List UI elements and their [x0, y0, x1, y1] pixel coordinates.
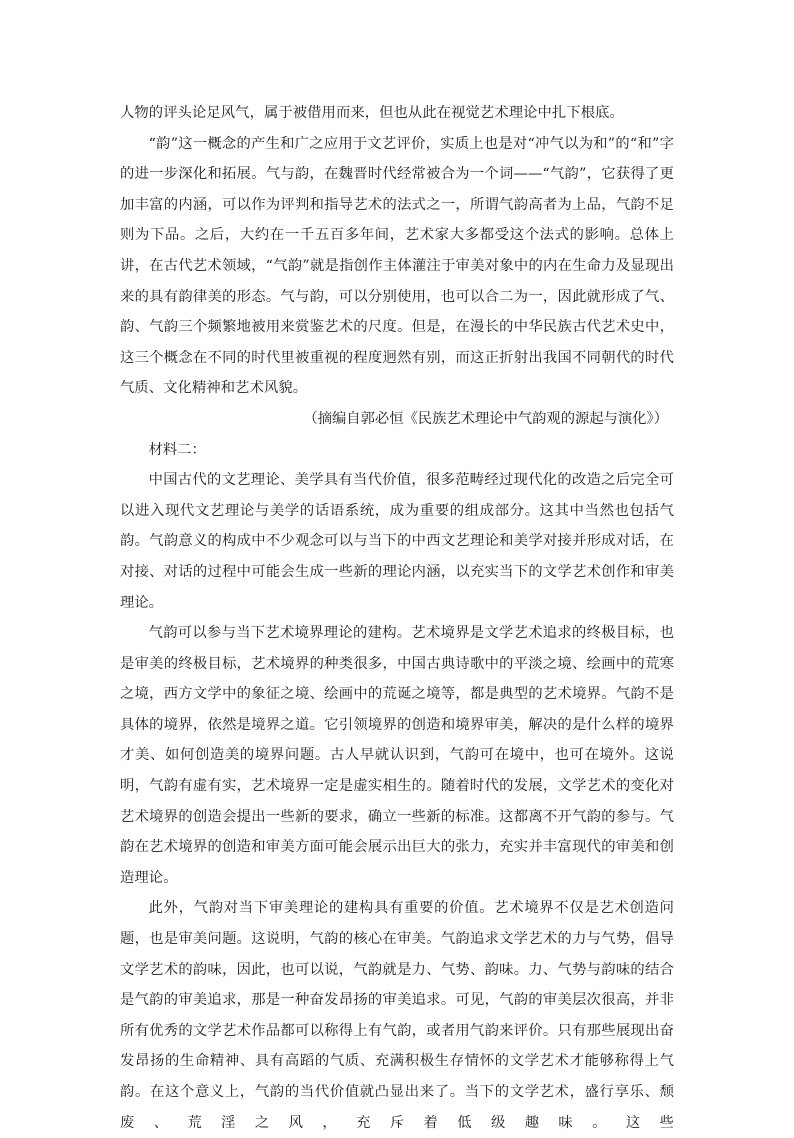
- paragraph-aesthetic-theory: 此外，气韵对当下审美理论的建构具有重要的价值。艺术境界不仅是艺术创造问题，也是审美问题。这说明，气韵的核心在审美。气韵追求文学艺术的力与气势，倡导文学艺术的韵味，因此，也可以说，气韵就是力、气势、韵味。力、气势与韵味的结合是气韵的审美追求，那是一种奋发昂扬的审美追求。可见，气韵的审美层次很高，并非所有优秀的文学艺术作品都可以称得上有气韵，或者用气韵来评价。只有那些展现出奋发昂扬的生命精神、具有高蹈的气质、充满积极生存情怀的文学艺术才能够称得上气韵。在这个意义上，气韵的当代价值就凸显出来了。当下的文学艺术，盛行享乐、颓废、荒淫之风，充斥着低级趣味。这些: [120, 900, 674, 1131]
- material-2-heading: 材料二：: [148, 441, 206, 458]
- source-citation: （摘编自郭必恒《民族艺术理论中气韵观的源起与演化》）: [303, 410, 668, 427]
- paragraph-contemporary-value: 中国古代的文艺理论、美学具有当代价值，很多范畴经过现代化的改造之后完全可以进入现代文艺理论与美学的话语系统，成为重要的组成部分。这其中当然也包括气韵。气韵意义的构成中不少观念可以与当下的中西文艺理论和美学对接并形成对话，在对接、对话的过程中可能会生成一些新的理论内涵，以充实当下的文学艺术创作和审美理论。: [120, 472, 674, 611]
- paragraph-art-realm: 气韵可以参与当下艺术境界理论的建构。艺术境界是文学艺术追求的终极目标，也是审美的终极目标，艺术境界的种类很多，中国古典诗歌中的平淡之境、绘画中的荒寒之境，西方文学中的象征之境、绘画中的荒诞之境等，都是典型的艺术境界。气韵不是具体的境界，依然是境界之道。它引领境界的创造和境界审美，解决的是什么样的境界才美、如何创造美的境界问题。古人早就认识到，气韵可在境中，也可在境外。这说明，气韵有虚有实，艺术境界一定是虚实相生的。随着时代的发展，文学艺术的变化对艺术境界的创造会提出一些新的要求，确立一些新的标准。这都离不开气韵的参与。气韵在艺术境界的创造和审美方面可能会展示出巨大的张力，充实并丰富现代的审美和创造理论。: [120, 625, 674, 886]
- paragraph-qiyun-origin: “韵”这一概念的产生和广之应用于文艺评价，实质上也是对“冲气以为和”的“和”字的进一步深化和拓展。气与韵，在魏晋时代经常被合为一个词——“气韵”，它获得了更加丰富的内涵，可以作为评判和指导艺术的法式之一，所谓气韵高者为上品，气韵不足则为下品。之后，大约在一千五百多年间，艺术家大多都受这个法式的影响。总体上讲，在古代艺术领域，“气韵”就是指创作主体灌注于审美对象中的内在生命力及显现出来的具有韵律美的形态。气与韵，可以分别使用，也可以合二为一，因此就形成了气、韵、气韵三个频繁地被用来赏鉴艺术的尺度。但是，在漫长的中华民族古代艺术史中，这三个概念在不同的时代里被重视的程度迥然有别，而这正折射出我国不同朝代的时代气质、文化精神和艺术风貌。: [120, 135, 674, 397]
- intro-paragraph: 人物的评头论足风气，属于被借用而来，但也从此在视觉艺术理论中扎下根底。: [120, 105, 624, 121]
